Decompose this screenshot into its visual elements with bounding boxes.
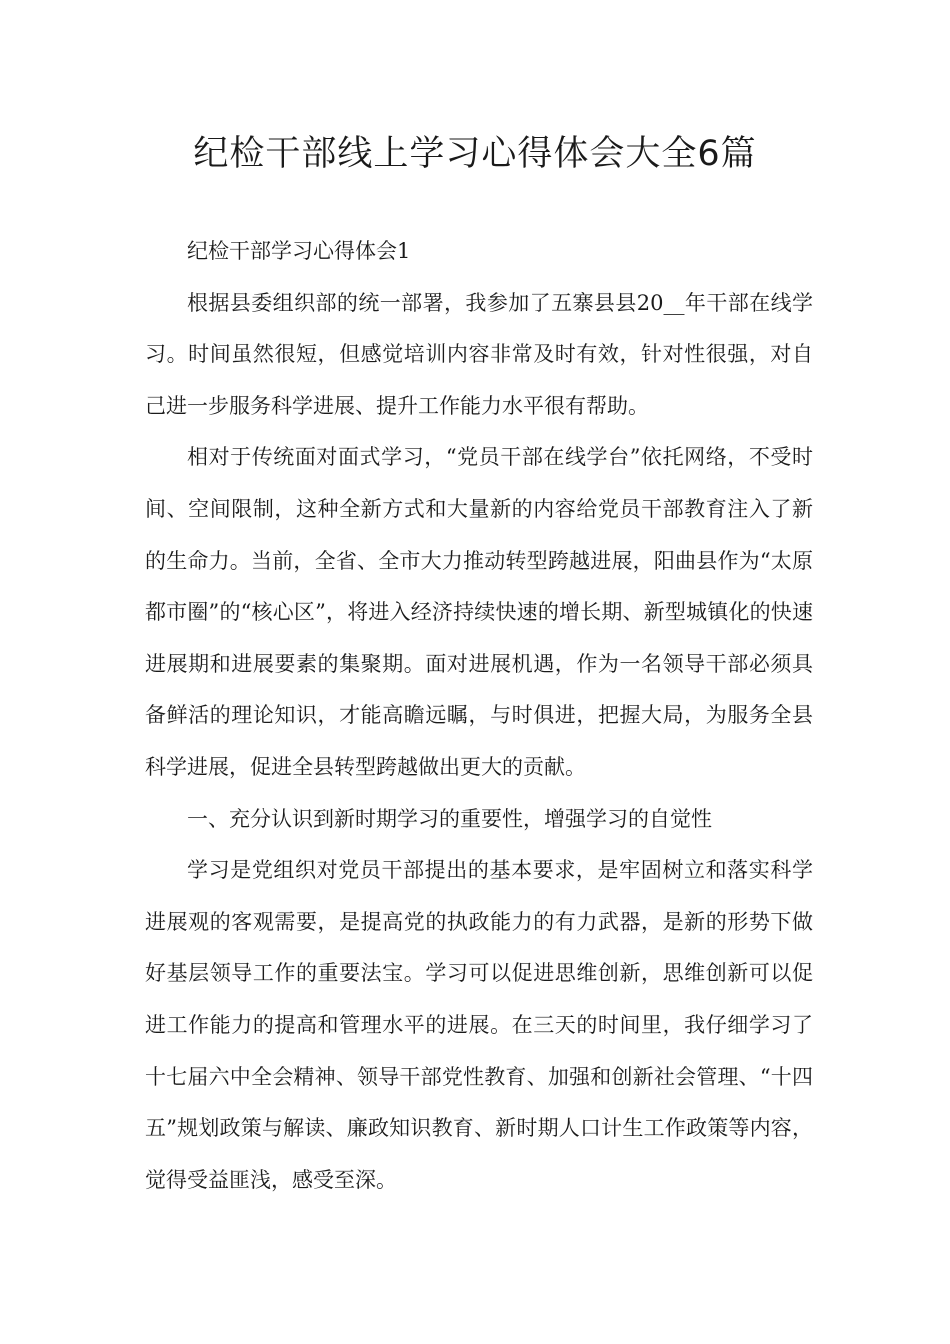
section-heading: 纪检干部学习心得体会1 [187, 239, 411, 263]
subsection-heading: 一、充分认识到新时期学习的重要性，增强学习的自觉性 [187, 806, 712, 831]
paragraph: 学习是党组织对党员干部提出的基本要求，是牢固树立和落实科学进展观的客观需要，是提高党的执政能力的有力武器，是新的形势下做好基层领导工作的重要法宝。学习可以促进思维创新，思维创新可以促进工作能力的提高和管理水平的进展。在三天的时间里，我仔细学习了十七届六中全会精神、领导干部党性教育、加强和创新社会管理、“十四五”规划政策与解读、廉政知识教育、新时期人口计生工作政策等内容，觉得受益匪浅，感受至深。 [145, 858, 813, 1192]
paragraph: 根据县委组织部的统一部署，我参加了五寨县县20__年干部在线学习。时间虽然很短，但感觉培训内容非常及时有效，针对性很强，对自己进一步服务科学进展、提升工作能力水平很有帮助。 [145, 290, 813, 418]
paragraph: 相对于传统面对面式学习，“党员干部在线学台”依托网络，不受时间、空间限制，这种全新方式和大量新的内容给党员干部教育注入了新的生命力。当前，全省、全市大力推动转型跨越进展，阳曲县作为“太原都市圈”的“核心区”，将进入经济持续快速的增长期、新型城镇化的快速进展期和进展要素的集聚期。面对进展机遇，作为一名领导干部必须具备鲜活的理论知识，才能高瞻远瞩，与时俱进，把握大局，为服务全县科学进展，促进全县转型跨越做出更大的贡献。 [145, 445, 813, 779]
document-title: 纪检干部线上学习心得体会大全6篇 [193, 134, 757, 174]
document-body [145, 226, 813, 1206]
